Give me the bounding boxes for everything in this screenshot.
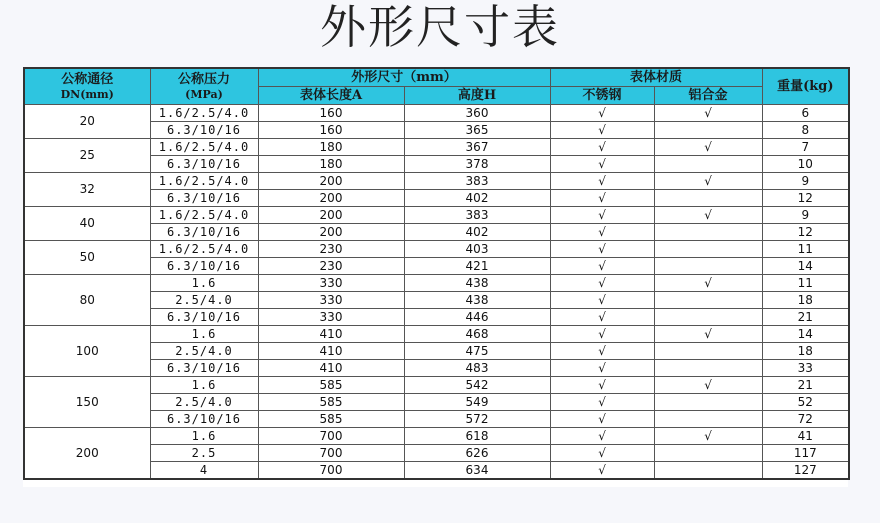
weight-cell: 14 bbox=[762, 258, 849, 275]
stainless-check-cell: √ bbox=[550, 343, 654, 360]
height-cell: 367 bbox=[404, 139, 550, 156]
stainless-check-cell: √ bbox=[550, 292, 654, 309]
height-cell: 626 bbox=[404, 445, 550, 462]
height-cell: 618 bbox=[404, 428, 550, 445]
height-cell: 438 bbox=[404, 275, 550, 292]
stainless-check-cell: √ bbox=[550, 139, 654, 156]
length-cell: 180 bbox=[258, 156, 404, 173]
header-height: 高度H bbox=[404, 87, 550, 105]
pressure-cell: 1.6/2.5/4.0 bbox=[150, 173, 258, 190]
height-cell: 549 bbox=[404, 394, 550, 411]
weight-cell: 52 bbox=[762, 394, 849, 411]
aluminum-check-cell: √ bbox=[654, 428, 762, 445]
stainless-check-cell: √ bbox=[550, 309, 654, 326]
height-cell: 402 bbox=[404, 190, 550, 207]
pressure-cell: 1.6/2.5/4.0 bbox=[150, 207, 258, 224]
pressure-cell: 6.3/10/16 bbox=[150, 224, 258, 241]
weight-cell: 117 bbox=[762, 445, 849, 462]
height-cell: 402 bbox=[404, 224, 550, 241]
weight-cell: 9 bbox=[762, 173, 849, 190]
aluminum-check-cell bbox=[654, 445, 762, 462]
length-cell: 200 bbox=[258, 173, 404, 190]
table-row bbox=[24, 326, 849, 343]
aluminum-check-cell bbox=[654, 122, 762, 139]
dn-cell: 100 bbox=[24, 326, 150, 377]
pressure-cell: 6.3/10/16 bbox=[150, 411, 258, 428]
length-cell: 200 bbox=[258, 207, 404, 224]
pressure-cell: 1.6 bbox=[150, 428, 258, 445]
pressure-cell: 2.5/4.0 bbox=[150, 292, 258, 309]
weight-cell: 21 bbox=[762, 309, 849, 326]
aluminum-check-cell bbox=[654, 156, 762, 173]
table-row bbox=[24, 207, 849, 224]
aluminum-check-cell bbox=[654, 309, 762, 326]
aluminum-check-cell bbox=[654, 360, 762, 377]
aluminum-check-cell bbox=[654, 224, 762, 241]
length-cell: 200 bbox=[258, 224, 404, 241]
weight-cell: 9 bbox=[762, 207, 849, 224]
stainless-check-cell: √ bbox=[550, 428, 654, 445]
aluminum-check-cell bbox=[654, 190, 762, 207]
height-cell: 383 bbox=[404, 173, 550, 190]
height-cell: 468 bbox=[404, 326, 550, 343]
stainless-check-cell: √ bbox=[550, 241, 654, 258]
height-cell: 438 bbox=[404, 292, 550, 309]
table-row bbox=[24, 428, 849, 445]
aluminum-check-cell bbox=[654, 462, 762, 480]
stainless-check-cell: √ bbox=[550, 105, 654, 122]
table-body bbox=[24, 105, 849, 480]
aluminum-check-cell: √ bbox=[654, 377, 762, 394]
aluminum-check-cell bbox=[654, 411, 762, 428]
dn-cell: 50 bbox=[24, 241, 150, 275]
aluminum-check-cell: √ bbox=[654, 326, 762, 343]
pressure-cell: 2.5/4.0 bbox=[150, 394, 258, 411]
height-cell: 365 bbox=[404, 122, 550, 139]
pressure-cell: 1.6/2.5/4.0 bbox=[150, 105, 258, 122]
pressure-cell: 2.5 bbox=[150, 445, 258, 462]
pressure-cell: 1.6 bbox=[150, 275, 258, 292]
height-cell: 572 bbox=[404, 411, 550, 428]
table-row bbox=[24, 139, 849, 156]
aluminum-check-cell bbox=[654, 292, 762, 309]
aluminum-check-cell: √ bbox=[654, 105, 762, 122]
pressure-cell: 2.5/4.0 bbox=[150, 343, 258, 360]
length-cell: 200 bbox=[258, 190, 404, 207]
table-row bbox=[24, 241, 849, 258]
height-cell: 360 bbox=[404, 105, 550, 122]
dn-cell: 200 bbox=[24, 428, 150, 480]
pressure-cell: 6.3/10/16 bbox=[150, 309, 258, 326]
stainless-check-cell: √ bbox=[550, 190, 654, 207]
weight-cell: 12 bbox=[762, 224, 849, 241]
pressure-cell: 1.6 bbox=[150, 326, 258, 343]
length-cell: 410 bbox=[258, 360, 404, 377]
stainless-check-cell: √ bbox=[550, 258, 654, 275]
aluminum-check-cell: √ bbox=[654, 207, 762, 224]
table-row bbox=[24, 105, 849, 122]
weight-cell: 12 bbox=[762, 190, 849, 207]
weight-cell: 72 bbox=[762, 411, 849, 428]
stainless-check-cell: √ bbox=[550, 377, 654, 394]
length-cell: 700 bbox=[258, 462, 404, 480]
stainless-check-cell: √ bbox=[550, 122, 654, 139]
length-cell: 410 bbox=[258, 326, 404, 343]
weight-cell: 11 bbox=[762, 275, 849, 292]
weight-cell: 127 bbox=[762, 462, 849, 480]
stainless-check-cell: √ bbox=[550, 224, 654, 241]
dimension-table bbox=[23, 67, 850, 480]
dn-cell: 150 bbox=[24, 377, 150, 428]
table-row bbox=[24, 377, 849, 394]
weight-cell: 33 bbox=[762, 360, 849, 377]
dn-cell: 25 bbox=[24, 139, 150, 173]
header-dn: 公称通径 DN(mm) bbox=[24, 68, 150, 105]
table-row bbox=[24, 173, 849, 190]
height-cell: 446 bbox=[404, 309, 550, 326]
weight-cell: 18 bbox=[762, 343, 849, 360]
length-cell: 700 bbox=[258, 445, 404, 462]
header-length: 表体长度A bbox=[258, 87, 404, 105]
stainless-check-cell: √ bbox=[550, 326, 654, 343]
stainless-check-cell: √ bbox=[550, 394, 654, 411]
pressure-cell: 6.3/10/16 bbox=[150, 122, 258, 139]
length-cell: 330 bbox=[258, 275, 404, 292]
header-aluminum: 铝合金 bbox=[654, 87, 762, 105]
weight-cell: 10 bbox=[762, 156, 849, 173]
pressure-cell: 6.3/10/16 bbox=[150, 156, 258, 173]
aluminum-check-cell: √ bbox=[654, 173, 762, 190]
pressure-cell: 1.6 bbox=[150, 377, 258, 394]
height-cell: 383 bbox=[404, 207, 550, 224]
dimension-table-container bbox=[23, 67, 848, 487]
header-dimensions: 外形尺寸（mm） bbox=[258, 68, 550, 87]
header-weight: 重量(kg) bbox=[762, 68, 849, 105]
length-cell: 230 bbox=[258, 258, 404, 275]
aluminum-check-cell bbox=[654, 343, 762, 360]
stainless-check-cell: √ bbox=[550, 156, 654, 173]
stainless-check-cell: √ bbox=[550, 173, 654, 190]
length-cell: 330 bbox=[258, 292, 404, 309]
length-cell: 230 bbox=[258, 241, 404, 258]
aluminum-check-cell bbox=[654, 258, 762, 275]
stainless-check-cell: √ bbox=[550, 360, 654, 377]
length-cell: 180 bbox=[258, 139, 404, 156]
length-cell: 160 bbox=[258, 105, 404, 122]
header-pn: 公称压力 (MPa) bbox=[150, 68, 258, 105]
stainless-check-cell: √ bbox=[550, 462, 654, 480]
height-cell: 475 bbox=[404, 343, 550, 360]
weight-cell: 8 bbox=[762, 122, 849, 139]
weight-cell: 41 bbox=[762, 428, 849, 445]
length-cell: 160 bbox=[258, 122, 404, 139]
aluminum-check-cell: √ bbox=[654, 275, 762, 292]
dn-cell: 40 bbox=[24, 207, 150, 241]
height-cell: 634 bbox=[404, 462, 550, 480]
dn-cell: 20 bbox=[24, 105, 150, 139]
length-cell: 410 bbox=[258, 343, 404, 360]
weight-cell: 21 bbox=[762, 377, 849, 394]
pressure-cell: 6.3/10/16 bbox=[150, 258, 258, 275]
table-row bbox=[24, 275, 849, 292]
header-material: 表体材质 bbox=[550, 68, 762, 87]
height-cell: 403 bbox=[404, 241, 550, 258]
length-cell: 585 bbox=[258, 394, 404, 411]
height-cell: 378 bbox=[404, 156, 550, 173]
stainless-check-cell: √ bbox=[550, 275, 654, 292]
height-cell: 483 bbox=[404, 360, 550, 377]
length-cell: 700 bbox=[258, 428, 404, 445]
length-cell: 330 bbox=[258, 309, 404, 326]
weight-cell: 11 bbox=[762, 241, 849, 258]
length-cell: 585 bbox=[258, 377, 404, 394]
weight-cell: 6 bbox=[762, 105, 849, 122]
aluminum-check-cell bbox=[654, 241, 762, 258]
length-cell: 585 bbox=[258, 411, 404, 428]
aluminum-check-cell: √ bbox=[654, 139, 762, 156]
pressure-cell: 6.3/10/16 bbox=[150, 360, 258, 377]
dn-cell: 32 bbox=[24, 173, 150, 207]
page-title: 外形尺寸表 bbox=[320, 0, 560, 54]
weight-cell: 7 bbox=[762, 139, 849, 156]
pressure-cell: 1.6/2.5/4.0 bbox=[150, 139, 258, 156]
stainless-check-cell: √ bbox=[550, 445, 654, 462]
header-stainless: 不锈钢 bbox=[550, 87, 654, 105]
stainless-check-cell: √ bbox=[550, 207, 654, 224]
pressure-cell: 6.3/10/16 bbox=[150, 190, 258, 207]
weight-cell: 14 bbox=[762, 326, 849, 343]
weight-cell: 18 bbox=[762, 292, 849, 309]
stainless-check-cell: √ bbox=[550, 411, 654, 428]
height-cell: 421 bbox=[404, 258, 550, 275]
pressure-cell: 1.6/2.5/4.0 bbox=[150, 241, 258, 258]
pressure-cell: 4 bbox=[150, 462, 258, 480]
aluminum-check-cell bbox=[654, 394, 762, 411]
height-cell: 542 bbox=[404, 377, 550, 394]
dn-cell: 80 bbox=[24, 275, 150, 326]
